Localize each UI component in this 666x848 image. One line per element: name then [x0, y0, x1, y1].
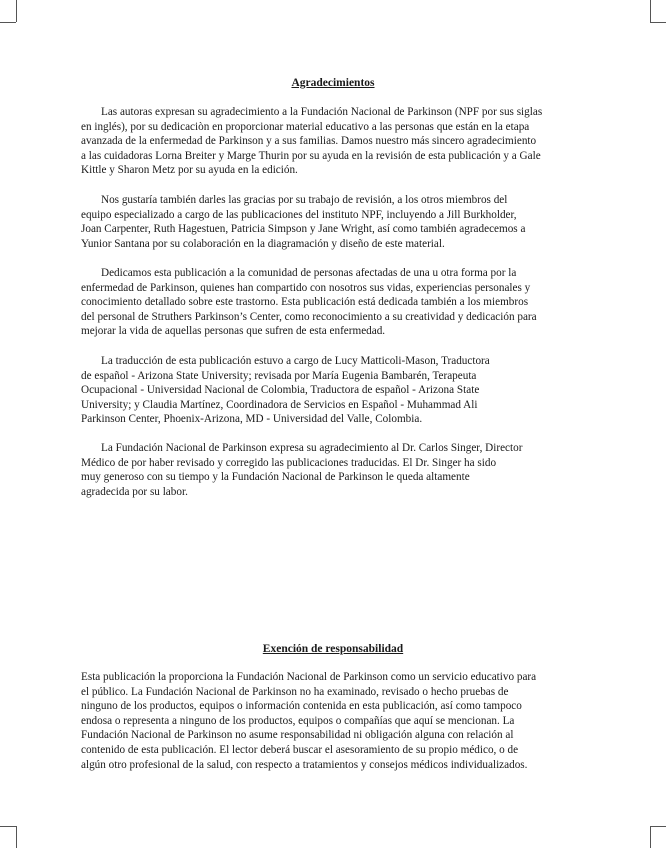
disclaimer-title: Exención de responsabilidad [262, 643, 404, 655]
acknowledgements-paragraph-2: Nos gustaría también darles las gracias por su trabajo de revisión, a los otros miembros del equipo especializado a cargo de las publicaciones del instituto NPF, incluyendo a Jill Burkholder, Joan Carpenter, Ruth Hagestuen, Patricia Simpson y Jane Wright, así como también agradecemos a Yunior Santana por su colaboración en la diagramación y diseño de este material. [81, 194, 526, 250]
crop-mark-right-bottom-h [650, 826, 666, 827]
crop-mark-left-bottom-h [0, 826, 16, 827]
crop-mark-bottom-right [650, 826, 651, 848]
acknowledgements-paragraph-4: La traducción de esta publicación estuvo a cargo de Lucy Matticoli-Mason, Traductora de español - Arizona State University; revisada por María Eugenia Bambarén, Terapeuta Ocupacional - Universidad Nacional de Colombia, Traductora de español - Arizona State University; y Claudia Martínez, Coordinadora de Servicios en Español - Muhammad Ali Parkinson Center, Phoenix-Arizona, MD - Universidad del Valle, Colombia. [81, 355, 490, 426]
crop-mark-top-right [650, 0, 651, 22]
acknowledgements-paragraph-5: La Fundación Nacional de Parkinson expresa su agradecimiento al Dr. Carlos Singer, Director Médico de por haber revisado y corregido las publicaciones traducidas. El Dr. Singer ha sido muy generoso con su tiempo y la Fundación Nacional de Parkinson le queda altamente agradecida por su labor. [81, 442, 523, 498]
acknowledgements-paragraph-1: Las autoras expresan su agradecimiento a la Fundación Nacional de Parkinson (NPF por sus siglas en inglés), por su dedicaciòn en proporcionar material educativo a las personas que están en la etapa avanzada de la enfermedad de Parkinson y a sus familias. Damos nuestro más sincero agradecimiento a las cuidadoras Lorna Breiter y Marge Thurin por su ayuda en la revisión de esta publicación y a Gale Kittle y Sharon Metz por su ayuda en la edición. [81, 106, 543, 177]
acknowledgements-title: Agradecimientos [291, 77, 375, 89]
crop-mark-bottom-left [16, 826, 17, 848]
crop-mark-top-left [16, 0, 17, 22]
crop-mark-right-top-h [650, 22, 666, 23]
disclaimer-paragraph: Esta publicación la proporciona la Fundación Nacional de Parkinson como un servicio educativo para el público. La Fundación Nacional de Parkinson no ha examinado, revisado o hecho pruebas de ninguno de los productos, equipos o información contenida en esta publicación, así como tampoco endosa o representa a ninguno de los productos, equipos o compañías que aquí se mencionan. La Fundación Nacional de Parkinson no asume responsabilidad ni obligación alguna con relación al contenido de esta publicación. El lector deberá buscar el asesoramiento de su propio médico, o de algún otro profesional de la salud, con respecto a tratamientos y consejos médicos individualizados. [81, 671, 537, 771]
acknowledgements-paragraph-3: Dedicamos esta publicación a la comunidad de personas afectadas de una u otra forma por la enfermedad de Parkinson, quienes han compartido con nosotros sus vidas, experiencias personales y conocimiento detallado sobre este trastorno. Esta publicación está dedicada también a los miembros del personal de Struthers Parkinson’s Center, como reconocimiento a su creatividad y dedicación para mejorar la vida de aquellas personas que sufren de esta enfermedad. [81, 267, 537, 338]
crop-mark-left-top-h [0, 22, 16, 23]
